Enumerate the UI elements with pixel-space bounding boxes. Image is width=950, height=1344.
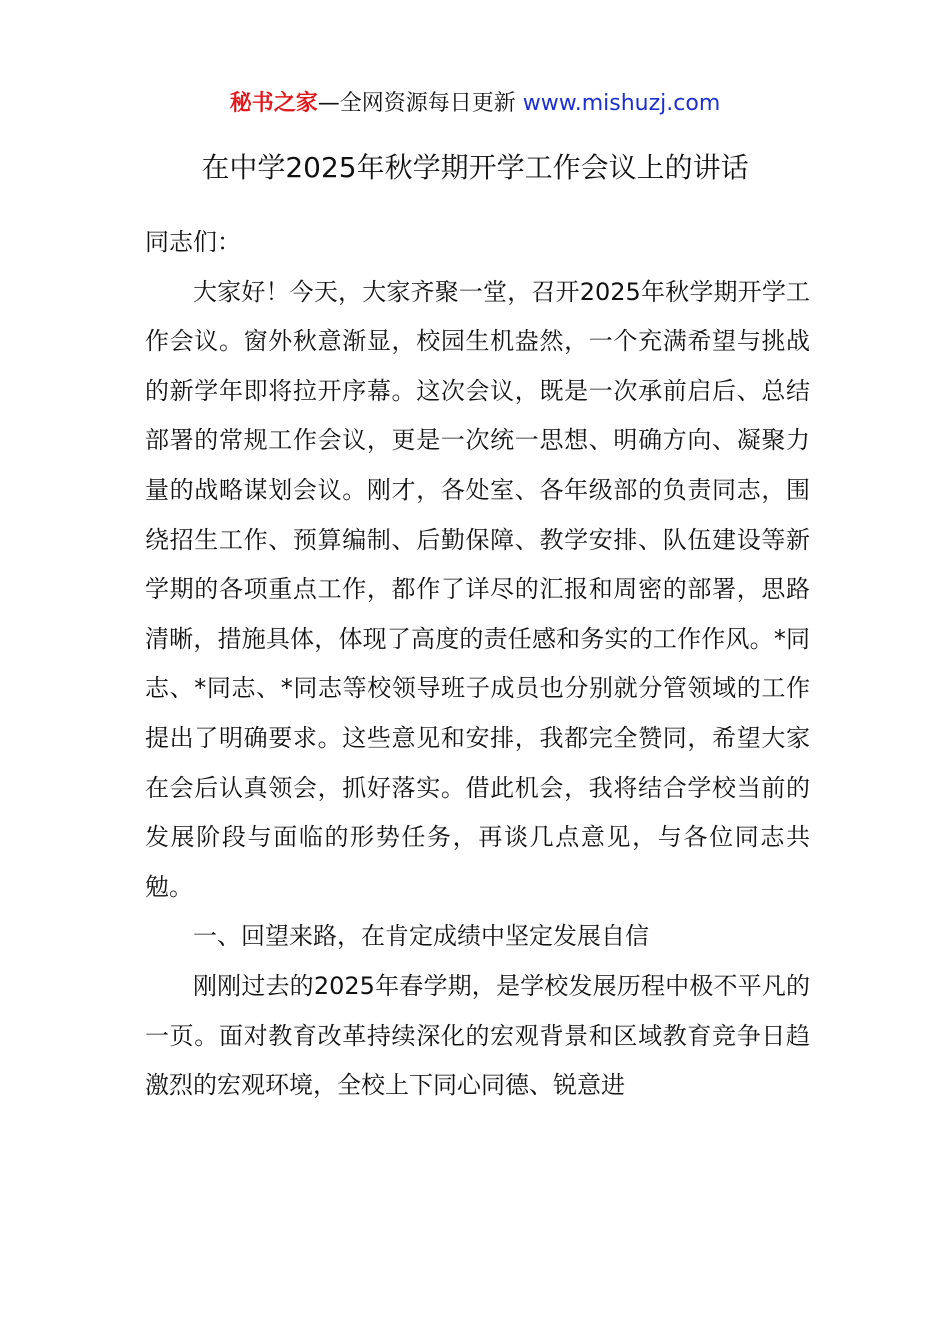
salutation: 同志们： <box>145 228 241 256</box>
opening-paragraph: 大家好！今天，大家齐聚一堂，召开2025年秋学期开学工作会议。窗外秋意渐显，校园生机盎然，一个充满希望与挑战的新学年即将拉开序幕。这次会议，既是一次承前启后、总结部署的常规工作会议，更是一次统一思想、明确方向、凝聚力量的战略谋划会议。刚才，各处室、各年级部的负责同志，围绕招生工作、预算编制、后勤保障、教学安排、队伍建设等新学期的各项重点工作，都作了详尽的汇报和周密的部署，思路清晰，措施具体，体现了高度的责任感和务实的工作作风。*同志、*同志、*同志等校领导班子成员也分别就分管领域的工作提出了明确要求。这些意见和安排，我都完全赞同，希望大家在会后认真领会，抓好落实。借此机会，我将结合学校当前的发展阶段与面临的形势任务，再谈几点意见，与各位同志共勉。 <box>145 277 810 901</box>
site-url-link[interactable]: www.mishuzj.com <box>522 91 721 116</box>
brand-name: 秘书之家 <box>229 91 318 116</box>
header-tagline: —全网资源每日更新 <box>317 91 523 116</box>
section-paragraph: 刚刚过去的2025年春学期，是学校发展历程中极不平凡的一页。面对教育改革持续深化的宏观背景和区域教育竞争日趋激烈的宏观环境，全校上下同心同德、锐意进 <box>145 971 810 1100</box>
document-title: 在中学2025年秋学期开学工作会议上的讲话 <box>201 151 749 184</box>
site-header <box>0 86 950 122</box>
document-body <box>145 218 810 1111</box>
section-heading: 一、回望来路，在肯定成绩中坚定发展自信 <box>193 922 649 951</box>
